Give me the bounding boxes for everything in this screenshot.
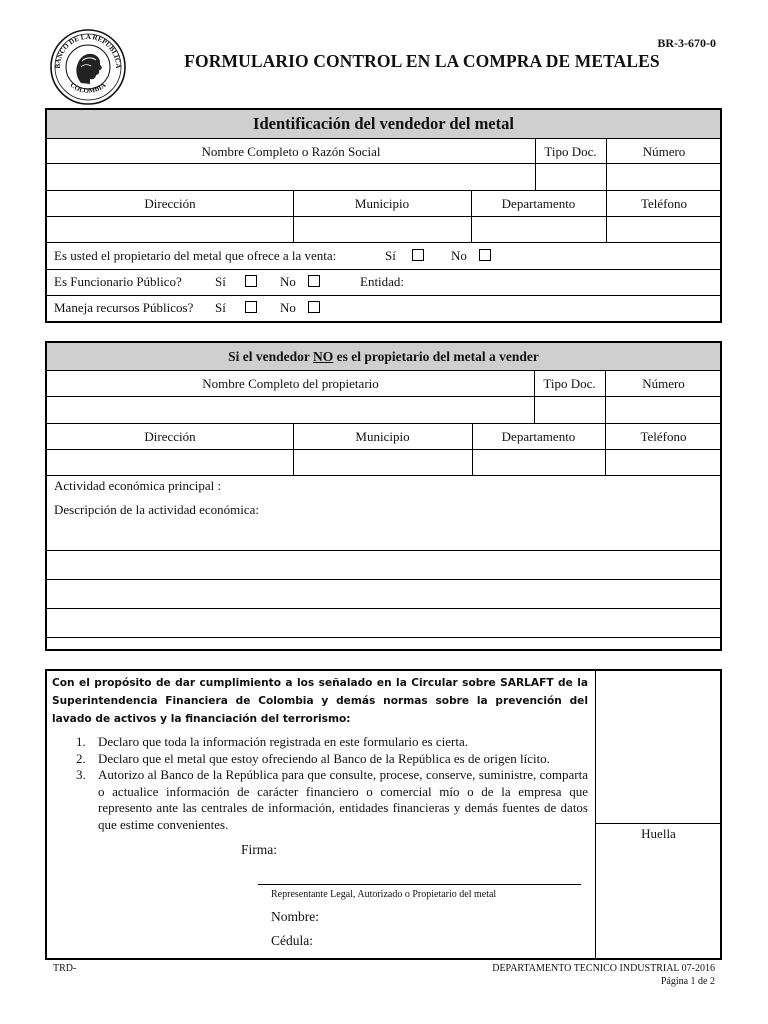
owner-name-label: Nombre Completo del propietario [202,376,379,391]
owner-department-field[interactable] [473,450,604,474]
owner-section [45,341,722,651]
owner-section-header [47,343,720,371]
seller-section-header [47,110,720,139]
banco-republica-seal-logo [48,27,128,107]
signer-id-field[interactable] [325,930,580,950]
seller-phone-label: Teléfono [640,196,687,211]
owner-address-field[interactable] [48,450,292,474]
activity-description-label: Descripción de la actividad económica: [54,502,260,517]
owner-number-label: Número [642,376,685,391]
seller-section-title: Identificación del vendedor del metal [253,114,514,133]
owner-number-field[interactable] [606,397,721,422]
public-resources-no-label: No [280,300,296,315]
seller-municipality-label: Municipio [354,196,410,211]
signature-line[interactable] [258,884,581,885]
svg-text:COLOMBIA: COLOMBIA [68,80,108,95]
footer-trd: TRD- [53,963,77,974]
form-code: BR-3-670-0 [657,36,716,50]
public-official-yes-checkbox[interactable] [245,275,257,287]
owner-doc-type-label: Tipo Doc. [543,376,596,391]
seller-address-field[interactable] [48,217,292,241]
owner-yes-label: Sí [385,248,396,263]
owner-address-label: Dirección [144,429,196,444]
activity-label: Actividad económica principal : [54,478,222,493]
owner-no-label: No [451,248,467,263]
owner-yes-checkbox[interactable] [412,249,424,261]
public-official-no-label: No [280,274,296,289]
footer-department: DEPARTAMENTO TECNICO INDUSTRIAL 07-2016 [492,963,715,974]
owner-doc-type-field[interactable] [535,397,604,422]
entity-label: Entidad: [360,274,405,289]
declaration-item: 1. Declaro que toda la información registrada en este formulario es cierta. [76,734,468,749]
signer-caption: Representante Legal, Autorizado o Propietario del metal [271,889,497,900]
signer-name-field[interactable] [325,906,580,926]
footer-page-number: Página 1 de 2 [660,976,715,987]
public-official-question: Es Funcionario Público? [54,274,182,289]
seller-name-label: Nombre Completo o Razón Social [201,144,381,159]
svg-text:BANCO DE LA REPUBLICA: BANCO DE LA REPUBLICA [53,32,123,69]
public-resources-no-checkbox[interactable] [308,301,320,313]
seller-name-field[interactable] [48,164,534,189]
seller-doc-type-field[interactable] [536,164,605,189]
seller-number-field[interactable] [607,164,721,189]
owner-municipality-field[interactable] [294,450,471,474]
seller-department-field[interactable] [472,217,605,241]
public-resources-yes-checkbox[interactable] [245,301,257,313]
owner-name-field[interactable] [48,397,533,422]
public-resources-question: Maneja recursos Públicos? [54,300,194,315]
seller-department-label: Departamento [501,196,576,211]
activity-field[interactable] [247,476,717,496]
fingerprint-box[interactable] [596,672,721,822]
declaration-item: 2. Declaro que el metal que estoy ofreciendo al Banco de la República es de origen lícito. [76,750,550,766]
owner-title-post: es el propietario del metal a vender [336,349,539,364]
seller-address-label: Dirección [144,196,196,211]
owner-phone-field[interactable] [606,450,721,474]
owner-title-no: NO [313,349,334,364]
page-title: FORMULARIO CONTROL EN LA COMPRA DE METALES [184,51,660,71]
signer-id-label: Cédula: [271,933,313,948]
declaration-items [76,734,588,833]
fingerprint-label: Huella [641,826,676,841]
seller-section [45,108,722,323]
owner-municipality-label: Municipio [355,429,410,444]
public-resources-yes-label: Sí [215,300,226,315]
seller-municipality-field[interactable] [294,217,470,241]
seller-doc-type-label: Tipo Doc. [544,144,597,159]
public-official-no-checkbox[interactable] [308,275,320,287]
owner-no-checkbox[interactable] [479,249,491,261]
owner-phone-label: Teléfono [640,429,687,444]
entity-field[interactable] [417,270,717,294]
owner-question: Es usted el propietario del metal que ofrece a la venta: [54,248,337,263]
declaration-intro: Con el propósito de dar cumplimiento a los señalado en la Circular sobre SARLAFT de la Superintendencia Financiera de Colombia y demás normas sobre la prevención del lavado de activos y la financiación del terrorismo: [52,677,588,725]
owner-department-label: Departamento [501,429,576,444]
seller-number-label: Número [642,144,686,159]
owner-title-pre: Si el vendedor [228,349,310,364]
declaration-item: 3. Autorizo al Banco de la República para que consulte, procese, conserve, suministre, comparta o actualice información de carácter financiero o comercial mío o de la empresa que represento ante las centrales de información, entidades financieras y demás fuentes de datos que estime convenientes. [76,767,588,832]
signature-label: Firma: [241,842,277,857]
public-official-yes-label: Sí [215,274,226,289]
signer-name-label: Nombre: [271,909,319,924]
seller-phone-field[interactable] [607,217,721,241]
activity-description-field[interactable] [48,519,721,637]
